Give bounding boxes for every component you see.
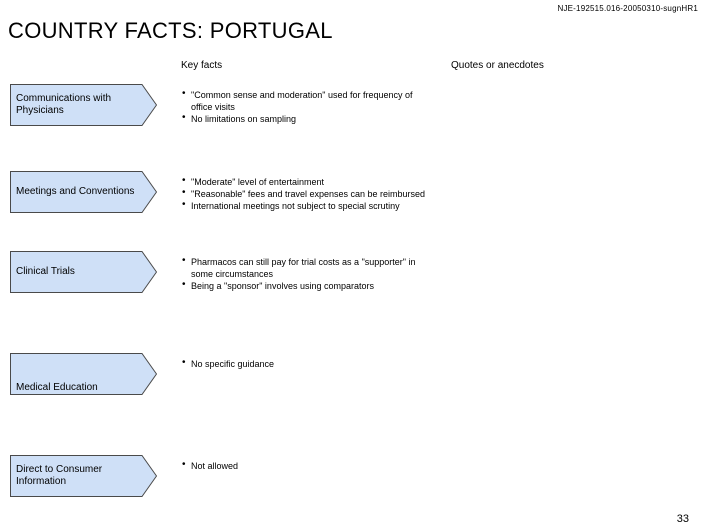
row-label-text: Communications with Physicians	[16, 93, 112, 116]
bullet-list-communications	[182, 89, 432, 125]
row-label-clinical-trials	[10, 251, 157, 293]
bullet-item: • No limitations on sampling	[182, 113, 432, 125]
bullet-item: • "Moderate" level of entertainment	[182, 176, 432, 188]
page-title: COUNTRY FACTS: PORTUGAL	[8, 18, 333, 43]
bullet-list-dtc-information	[182, 460, 432, 472]
page-number: 33	[676, 513, 689, 525]
bullet-item: • "Reasonable" fees and travel expenses can be reimbursed	[182, 188, 432, 200]
bullet-item: • No specific guidance	[182, 358, 432, 370]
row-label-meetings	[10, 171, 157, 213]
bullet-list-clinical-trials	[182, 256, 432, 292]
row-label-text: Direct to Consumer Information	[16, 464, 103, 487]
bullet-list-meetings	[182, 176, 432, 212]
bullet-item: • Not allowed	[182, 460, 432, 472]
document-id: NJE-192515.016-20050310-sugnHR1	[557, 4, 698, 13]
bullet-list-medical-education	[182, 358, 432, 370]
bullet-item: • Pharmacos can still pay for trial costs as a "supporter" in some circumstances	[182, 256, 432, 280]
row-label-dtc-information	[10, 455, 157, 497]
key-facts-header: Key facts	[181, 60, 223, 71]
quotes-header: Quotes or anecdotes	[451, 60, 544, 71]
bullet-item: • International meetings not subject to special scrutiny	[182, 200, 432, 212]
bullet-item: • "Common sense and moderation" used for frequency of office visits	[182, 89, 432, 113]
row-label-text: Medical Education	[16, 382, 98, 393]
row-label-text: Meetings and Conventions	[16, 186, 135, 197]
bullet-item: • Being a "sponsor" involves using comparators	[182, 280, 432, 292]
row-label-medical-education	[10, 353, 157, 395]
row-label-text: Clinical Trials	[16, 266, 75, 277]
row-label-communications	[10, 84, 157, 126]
